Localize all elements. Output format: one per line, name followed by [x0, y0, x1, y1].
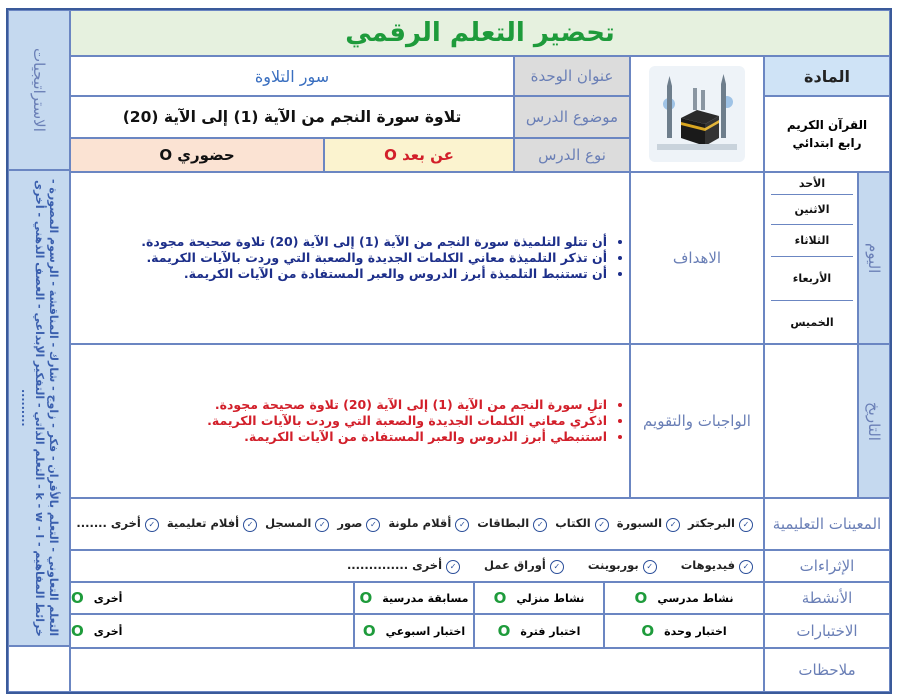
check-circle-icon: ✓	[366, 518, 380, 532]
option-circle-icon: O	[634, 589, 648, 607]
days-list	[764, 172, 858, 344]
homework-label: الواجبات والتقويم	[643, 412, 751, 430]
aid-item[interactable]: ✓ السبورة	[617, 516, 680, 532]
option-circle-icon: O	[71, 589, 84, 607]
test-cell[interactable]	[604, 614, 764, 648]
unit-value: سور التلاوة	[254, 66, 330, 86]
objective-item: • أن تذكر التلميذة معاني الكلمات الجديدة والصعبة التي وردت بالآيات الكريمة.	[71, 250, 607, 266]
activities-label: الأنشطة	[801, 589, 853, 607]
subject-value-cell	[764, 96, 890, 172]
subject-label-cell	[764, 56, 890, 96]
option-circle-icon: O	[493, 589, 507, 607]
day-tuesday[interactable]: الثلاثاء	[771, 225, 853, 257]
remote-cell[interactable]	[324, 138, 514, 172]
option-circle-icon: O	[497, 622, 511, 640]
subject-value-line1: القرآن الكريم	[786, 118, 868, 132]
illustration-cell	[630, 56, 764, 172]
aid-item[interactable]: ✓ صور	[337, 516, 380, 532]
tests-label: الاختبارات	[796, 622, 858, 640]
lesson-type-label: نوع الدرس	[538, 146, 606, 164]
homework-item: • استنبطي أبرز الدروس والعبر المستفادة من الآيات الكريمة.	[71, 429, 607, 445]
notes-label-cell	[764, 648, 890, 692]
option-circle-icon: O	[71, 622, 84, 640]
objectives-label: الاهداف	[672, 249, 722, 267]
test-cell[interactable]	[474, 614, 604, 648]
aids-label: المعينات التعليمية	[772, 515, 882, 533]
activity-cell[interactable]	[70, 582, 354, 614]
enrichment-item[interactable]: ✓ فيديوهات	[681, 558, 753, 574]
unit-label: عنوان الوحدة	[530, 67, 614, 85]
check-circle-icon: ✓	[595, 518, 609, 532]
unit-value-cell	[70, 56, 514, 96]
aids-label-cell	[764, 498, 890, 550]
aid-item[interactable]: ✓ البرجكتر	[688, 516, 753, 532]
check-circle-icon: ✓	[315, 518, 329, 532]
day-label: اليوم	[865, 242, 883, 274]
homework-item: • اذكري معاني الكلمات الجديدة والصعبة التي وردت بالآيات الكريمة.	[71, 413, 607, 429]
strategies-text: التعلم التعاوني - التعلم بالأقران - فكر - زاوج - شارك - المناقشة - الرسوم المصورة - خرائط المفاهيم - k - w - l - التعلم الذاتي - التفكير الإبداعي - العصف الذهني - أخرى .........	[19, 179, 60, 637]
objectives-content	[70, 172, 630, 344]
activity-option: مسابقة مدرسية	[382, 591, 469, 605]
lesson-label-cell	[514, 96, 630, 138]
presence-option: حضوري O	[159, 146, 235, 164]
date-value-cell[interactable]	[764, 344, 858, 498]
notes-left-cell	[8, 646, 70, 692]
aid-item[interactable]: ✓ أفلام تعليمية	[167, 516, 257, 532]
strategies-list	[8, 170, 70, 646]
kaaba-mosque-icon	[649, 66, 745, 162]
aid-item[interactable]: ✓ أخرى .......	[76, 516, 159, 532]
aid-item[interactable]: ✓ المسجل	[265, 516, 329, 532]
aid-item[interactable]: ✓ أقلام ملونة	[388, 516, 469, 532]
date-label: التاريخ	[865, 401, 883, 441]
notes-label: ملاحظات	[798, 661, 856, 679]
enrichment-item[interactable]: ✓ أوراق عمل	[484, 558, 564, 574]
objective-item: • أن تستنبط التلميذة أبرز الدروس والعبر المستفادة من الآيات الكريمة.	[71, 266, 607, 282]
activity-option: نشاط منزلي	[516, 591, 585, 605]
aid-item[interactable]: ✓ البطاقات	[477, 516, 547, 532]
option-circle-icon: O	[641, 622, 655, 640]
test-option: اختبار اسبوعي	[385, 624, 466, 638]
objectives-label-cell	[630, 172, 764, 344]
enrichment-list	[347, 558, 763, 574]
aids-list	[76, 516, 763, 532]
test-option: أخرى	[93, 624, 123, 638]
activity-option: نشاط مدرسي	[657, 591, 734, 605]
lesson-label: موضوع الدرس	[525, 108, 619, 126]
homework-label-cell	[630, 344, 764, 498]
enrichment-item[interactable]: ✓ أخرى ..............	[347, 558, 460, 574]
lesson-plan-page	[6, 8, 892, 694]
test-cell[interactable]	[70, 614, 354, 648]
strategies-header	[8, 10, 70, 170]
remote-option: عن بعد O	[384, 146, 454, 164]
activity-cell[interactable]	[474, 582, 604, 614]
activities-label-cell	[764, 582, 890, 614]
check-circle-icon: ✓	[643, 560, 657, 574]
enrichment-label: الإثراءات	[799, 557, 855, 575]
test-option: اختبار وحدة	[664, 624, 727, 638]
day-monday[interactable]: الاثنين	[771, 195, 853, 225]
notes-content[interactable]	[70, 648, 764, 692]
strategies-label: الاستراتيجيات	[30, 48, 48, 132]
day-wednesday[interactable]: الأربعاء	[771, 257, 853, 301]
test-option: اختبار فترة	[520, 624, 581, 638]
homework-item: • اتلِ سورة النجم من الآية (1) إلى الآية (20) تلاوة صحيحة مجودة.	[71, 397, 607, 413]
unit-label-cell	[514, 56, 630, 96]
check-circle-icon: ✓	[243, 518, 257, 532]
day-header	[858, 172, 890, 344]
check-circle-icon: ✓	[666, 518, 680, 532]
date-header	[858, 344, 890, 498]
lesson-type-label-cell	[514, 138, 630, 172]
homework-list	[71, 397, 629, 445]
check-circle-icon: ✓	[145, 518, 159, 532]
option-circle-icon: O	[362, 622, 376, 640]
objectives-list	[71, 234, 629, 282]
lesson-value-cell	[70, 96, 514, 138]
activity-cell[interactable]	[354, 582, 474, 614]
check-circle-icon: ✓	[455, 518, 469, 532]
subject-value-line2: رابع ابتدائي	[792, 136, 862, 150]
page-title: تحضير التعلم الرقمي	[70, 10, 890, 56]
day-sunday[interactable]: الأحد	[771, 173, 853, 195]
objective-item: • أن تتلو التلميذة سورة النجم من الآية (1) إلى الآية (20) تلاوة صحيحة مجودة.	[71, 234, 607, 250]
check-circle-icon: ✓	[550, 560, 564, 574]
tests-label-cell	[764, 614, 890, 648]
activity-cell[interactable]	[604, 582, 764, 614]
aid-item[interactable]: ✓ الكتاب	[555, 516, 609, 532]
enrichment-label-cell	[764, 550, 890, 582]
homework-content	[70, 344, 630, 498]
check-circle-icon: ✓	[533, 518, 547, 532]
check-circle-icon: ✓	[739, 518, 753, 532]
presence-cell[interactable]	[70, 138, 324, 172]
check-circle-icon: ✓	[446, 560, 460, 574]
test-cell[interactable]	[354, 614, 474, 648]
aids-content	[70, 498, 764, 550]
subject-label: المادة	[804, 66, 850, 86]
day-thursday[interactable]: الخميس	[790, 315, 834, 329]
enrichment-item[interactable]: ✓ بوربوينت	[588, 558, 657, 574]
check-circle-icon: ✓	[739, 560, 753, 574]
option-circle-icon: O	[359, 589, 373, 607]
lesson-value: تلاوة سورة النجم من الآية (1) إلى الآية (20)	[122, 108, 462, 126]
activity-option: أخرى	[93, 591, 123, 605]
enrichment-content	[70, 550, 764, 582]
